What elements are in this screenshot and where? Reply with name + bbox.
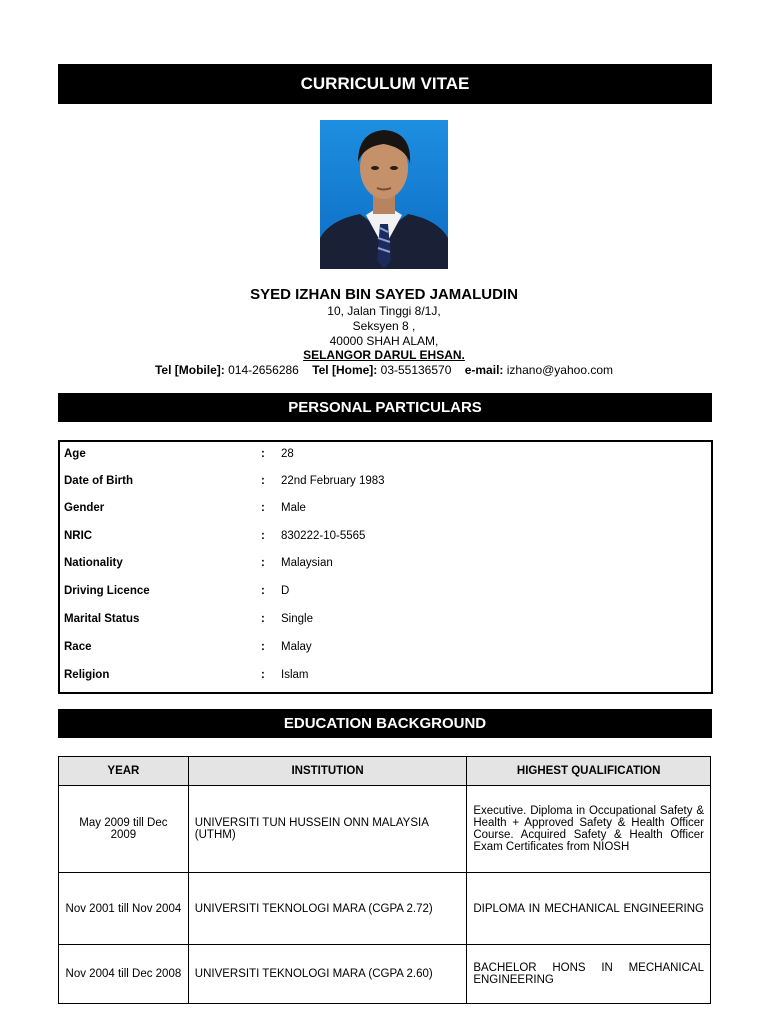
education-header-row: [59, 757, 711, 786]
pp-value: 22nd February 1983: [281, 475, 385, 487]
pp-colon: :: [261, 475, 265, 487]
profile-photo: [320, 120, 448, 269]
pp-row-marital-status: [60, 613, 711, 633]
qualification-cell: DIPLOMA IN MECHANICAL ENGINEERING: [467, 873, 711, 945]
institution-cell: UNIVERSITI TEKNOLOGI MARA (CGPA 2.72): [188, 873, 467, 945]
pp-row-nric: [60, 530, 711, 550]
pp-label: Religion: [64, 669, 110, 681]
education-background-bar: [58, 709, 712, 738]
pp-colon: :: [261, 530, 265, 542]
pp-value: D: [281, 585, 290, 597]
address-line-1: 10, Jalan Tinggi 8/1J,: [327, 304, 441, 318]
address-state-row: [0, 348, 768, 362]
pp-label: Gender: [64, 502, 105, 514]
email-address[interactable]: izhano@yahoo.com: [506, 363, 613, 377]
pp-colon: :: [261, 641, 265, 653]
education-table: [58, 756, 711, 1004]
pp-colon: :: [261, 613, 265, 625]
pp-row-gender: [60, 502, 711, 522]
year-cell: May 2009 till Dec 2009: [59, 786, 189, 873]
pp-value: Single: [281, 613, 313, 625]
address-line-3: 40000 SHAH ALAM,: [329, 334, 439, 348]
personal-particulars-box: [58, 440, 713, 694]
pp-value: Islam: [281, 669, 309, 681]
pp-label: Date of Birth: [64, 475, 133, 487]
address-line-2: Seksyen 8 ,: [352, 319, 416, 333]
column-header-year: YEAR: [59, 757, 189, 786]
pp-value: 28: [281, 448, 294, 460]
pp-colon: :: [261, 557, 265, 569]
pp-value: Malay: [281, 641, 312, 653]
pp-label: Race: [64, 641, 92, 653]
pp-row-date-of-birth: [60, 475, 711, 495]
pp-row-driving-licence: [60, 585, 711, 605]
table-row: [59, 786, 711, 873]
year-cell: Nov 2004 till Dec 2008: [59, 945, 189, 1004]
table-row: [59, 873, 711, 945]
email-label: e-mail:: [464, 363, 504, 377]
pp-label: Nationality: [64, 557, 123, 569]
address-state: SELANGOR DARUL EHSAN.: [303, 348, 465, 362]
home-phone-number: 03-55136570: [380, 363, 452, 377]
column-header-institution: INSTITUTION: [188, 757, 467, 786]
mobile-number: 014-2656286: [228, 363, 299, 377]
column-header-qualification: HIGHEST QUALIFICATION: [467, 757, 711, 786]
institution-cell: UNIVERSITI TUN HUSSEIN ONN MALAYSIA (UTHM): [188, 786, 467, 873]
pp-row-religion: [60, 669, 711, 689]
cv-title: CURRICULUM VITAE: [300, 74, 470, 93]
home-phone-label: Tel [Home]:: [312, 363, 378, 377]
qualification-cell: BACHELOR HONS IN MECHANICAL ENGINEERING: [467, 945, 711, 1004]
pp-label: NRIC: [64, 530, 93, 542]
year-cell: Nov 2001 till Nov 2004: [59, 873, 189, 945]
institution-cell: UNIVERSITI TEKNOLOGI MARA (CGPA 2.60): [188, 945, 467, 1004]
personal-particulars-heading: PERSONAL PARTICULARS: [288, 399, 482, 416]
cv-title-bar: [58, 64, 712, 104]
table-row: [59, 945, 711, 1004]
pp-colon: :: [261, 669, 265, 681]
pp-value: Malaysian: [281, 557, 333, 569]
pp-colon: :: [261, 585, 265, 597]
personal-particulars-bar: [58, 393, 712, 422]
pp-value: 830222-10-5565: [281, 530, 366, 542]
pp-label: Driving Licence: [64, 585, 150, 597]
candidate-name: SYED IZHAN BIN SAYED JAMALUDIN: [250, 286, 518, 303]
pp-colon: :: [261, 448, 265, 460]
qualification-cell: Executive. Diploma in Occupational Safety & Health + Approved Safety & Health Officer Course. Acquired Safety & Health Officer Exam Certificates from NIOSH: [467, 786, 711, 873]
pp-colon: :: [261, 502, 265, 514]
pp-row-race: [60, 641, 711, 661]
contact-line: [0, 363, 768, 377]
pp-label: Marital Status: [64, 613, 140, 625]
education-background-heading: EDUCATION BACKGROUND: [283, 715, 487, 732]
mobile-label: Tel [Mobile]:: [154, 363, 225, 377]
pp-row-age: [60, 448, 711, 468]
pp-label: Age: [64, 448, 86, 460]
pp-row-nationality: [60, 557, 711, 577]
pp-value: Male: [281, 502, 306, 514]
